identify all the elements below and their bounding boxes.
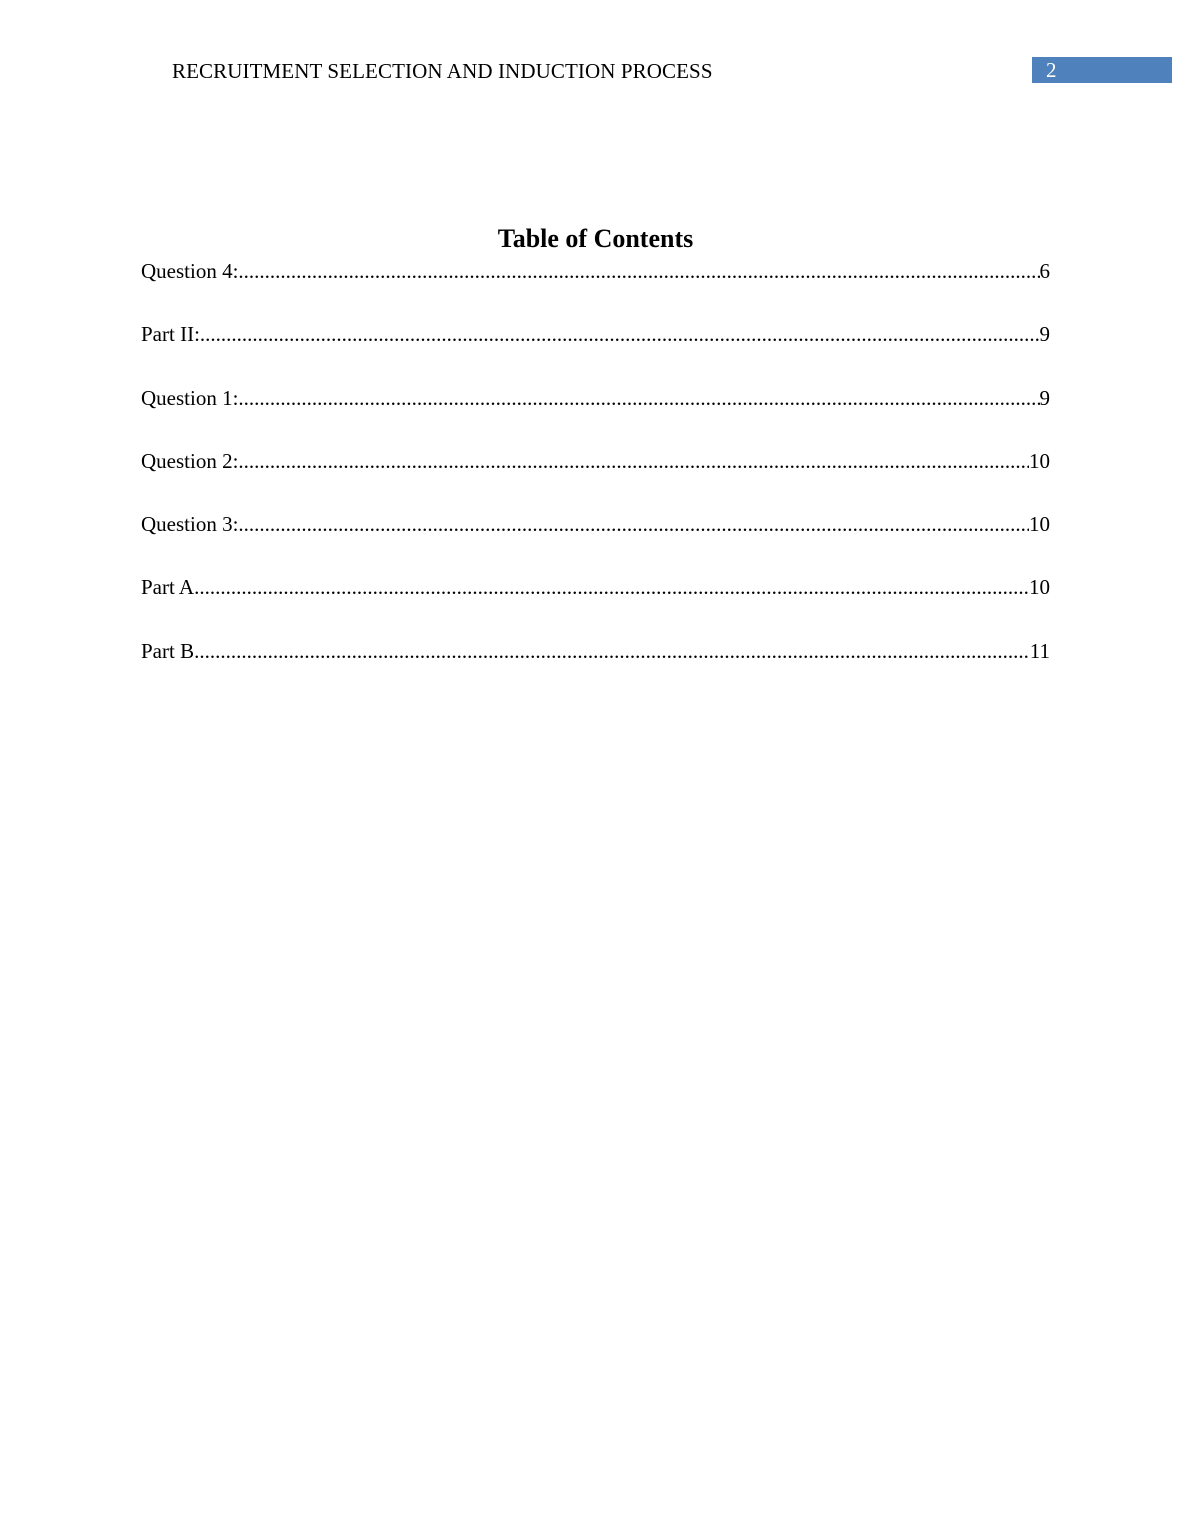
toc-entry-page: 11	[1029, 638, 1050, 663]
toc-entry-page: 10	[1029, 448, 1050, 473]
running-head: RECRUITMENT SELECTION AND INDUCTION PROCESS	[172, 59, 713, 83]
toc-dot-leader	[200, 319, 1040, 349]
toc-entry[interactable]	[141, 509, 1050, 539]
toc-dot-leader	[194, 572, 1029, 602]
toc-dot-leader	[238, 383, 1039, 413]
toc-dot-leader	[238, 256, 1039, 286]
toc-entry-label: Part II:	[141, 322, 200, 347]
page-number-box	[1032, 57, 1172, 83]
toc-entry-page: 10	[1029, 575, 1050, 600]
toc-entry[interactable]	[141, 256, 1050, 286]
toc-entry[interactable]	[141, 636, 1050, 666]
toc-entry[interactable]	[141, 319, 1050, 349]
toc-list	[141, 256, 1050, 666]
toc-title: Table of Contents	[497, 224, 694, 253]
toc-entry-label: Part A	[141, 575, 195, 600]
toc-entry-label: Question 1:	[141, 385, 239, 410]
toc-entry-page: 9	[1039, 322, 1050, 347]
toc-entry[interactable]	[141, 383, 1050, 413]
table-of-contents	[141, 222, 1050, 699]
page-number: 2	[1046, 58, 1057, 82]
toc-dot-leader	[238, 446, 1029, 476]
toc-entry-label: Question 3:	[141, 512, 239, 537]
toc-entry-page: 6	[1039, 259, 1050, 283]
toc-entry-label: Question 2:	[141, 448, 239, 473]
toc-entry-page: 9	[1039, 385, 1050, 410]
toc-entry[interactable]	[141, 572, 1050, 602]
page-header	[0, 0, 1190, 100]
toc-entry[interactable]	[141, 446, 1050, 476]
toc-entry-label: Part B	[141, 638, 195, 663]
toc-entry-page: 10	[1029, 512, 1050, 537]
toc-dot-leader	[238, 509, 1029, 539]
toc-dot-leader	[194, 636, 1030, 666]
toc-entry-label: Question 4:	[141, 259, 239, 283]
